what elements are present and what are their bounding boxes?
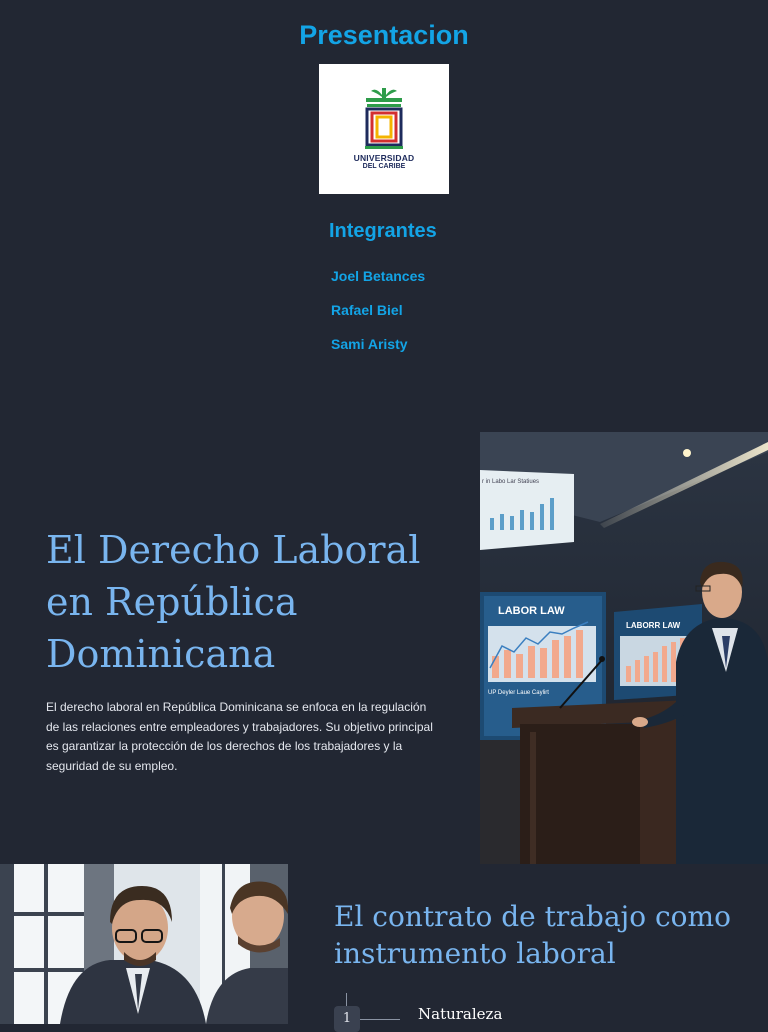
business-people-photo	[0, 864, 288, 1024]
member-name: Sami Aristy	[331, 336, 408, 352]
screen-main-text: LABOR LAW	[498, 605, 565, 617]
screen-legend-text: UP Deyler Laue Caylirt	[488, 690, 549, 696]
logo-emblem-icon	[319, 64, 449, 194]
logo-text-university: UNIVERSIDAD	[353, 153, 415, 163]
hero-description: El derecho laboral en República Dominicana se enfoca en la regulación de las relaciones entre empleadores y trabajadores. Su objetivo principal es garantizar la protección de los derechos de los trabajadores y la seguridad de su empleo.	[46, 700, 433, 773]
presentation-title: Presentacion	[299, 20, 469, 50]
member-name: Rafael Biel	[331, 302, 403, 318]
hero-heading: El Derecho Laboral en República Dominicana	[46, 528, 421, 676]
contract-heading: El contrato de trabajo como instrumento laboral	[334, 900, 731, 970]
members-heading: Integrantes	[329, 220, 437, 242]
university-logo	[319, 64, 449, 194]
timeline-connector	[346, 993, 347, 1007]
screen-top-text: r in Labo Lar Statiues	[482, 479, 540, 485]
logo-text-caribe: DEL CARIBE	[362, 163, 406, 170]
member-name: Joel Betances	[331, 268, 426, 284]
screen-right-text: LABORR LAW	[626, 621, 681, 630]
step-connector-line	[360, 1019, 400, 1020]
step-label: Naturaleza	[418, 1005, 503, 1023]
step-number-badge: 1	[334, 1006, 360, 1032]
speaker-photo	[480, 432, 768, 864]
